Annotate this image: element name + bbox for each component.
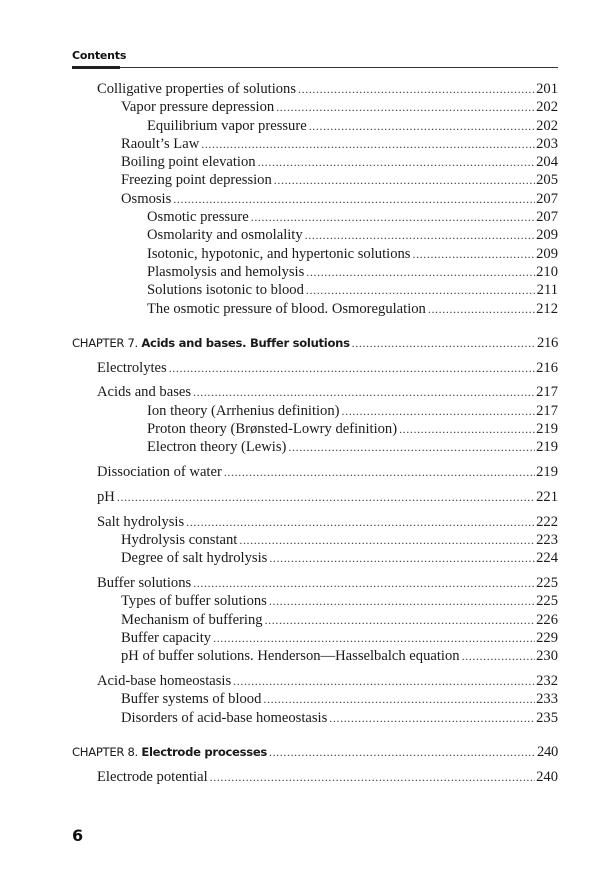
toc-entry-page: 224 [536, 550, 558, 567]
toc-entry-title: Buffer systems of blood [121, 691, 262, 708]
toc-entry[interactable] [72, 438, 558, 456]
toc-entry-title: Solutions isotonic to blood [147, 282, 304, 299]
chapter-number: CHAPTER 7. [72, 335, 138, 350]
toc-entry-page: 230 [536, 648, 558, 665]
toc-entry-title: Buffer solutions [97, 575, 192, 592]
toc-entry-page: 219 [536, 439, 558, 456]
running-head: Contents [72, 49, 127, 62]
dot-leader [251, 208, 535, 226]
dot-leader [274, 171, 535, 189]
toc-entry[interactable] [72, 574, 558, 592]
toc-entry[interactable] [72, 549, 558, 567]
dot-leader [342, 402, 536, 420]
dot-leader [169, 359, 535, 377]
toc-entry-title: Osmosis [121, 190, 172, 207]
chapter-heading [72, 334, 350, 352]
toc-entry[interactable] [72, 463, 558, 481]
toc-chapter-7[interactable] [72, 334, 558, 352]
toc-entry-title: Electrolytes [97, 359, 167, 376]
dot-leader [306, 263, 535, 281]
toc-entry-page: 219 [536, 464, 558, 481]
toc-entry[interactable] [72, 672, 558, 690]
toc-entry[interactable] [72, 300, 558, 318]
toc-entry-title: Salt hydrolysis [97, 513, 185, 530]
toc-entry-page: 219 [536, 421, 558, 438]
toc-entry[interactable] [72, 629, 558, 647]
toc-entry-title: Buffer capacity [121, 630, 212, 647]
dot-leader [428, 300, 535, 318]
toc-entry-page: 209 [536, 245, 558, 262]
toc-entry-page: 221 [536, 488, 558, 505]
toc-entry[interactable] [72, 647, 558, 665]
dot-leader [201, 135, 535, 153]
toc-entry[interactable] [72, 768, 558, 786]
toc-entry-title: Hydrolysis constant [121, 532, 238, 549]
table-of-contents [72, 80, 558, 786]
toc-entry[interactable] [72, 245, 558, 263]
toc-entry-page: 223 [536, 532, 558, 549]
dot-leader [213, 629, 535, 647]
toc-entry[interactable] [72, 263, 558, 281]
toc-entry[interactable] [72, 80, 558, 98]
toc-entry-title: Freezing point depression [121, 172, 272, 189]
toc-entry-title: Ion theory (Arrhenius definition) [147, 402, 340, 419]
toc-entry[interactable] [72, 281, 558, 299]
toc-entry-page: 226 [536, 611, 558, 628]
dot-leader [186, 513, 535, 531]
toc-entry[interactable] [72, 98, 558, 116]
toc-entry-page: 202 [536, 99, 558, 116]
header-rule-accent [72, 66, 120, 69]
toc-entry-page: 217 [536, 384, 558, 401]
toc-entry[interactable] [72, 208, 558, 226]
toc-entry-title: pH [97, 488, 115, 505]
toc-entry-page: 222 [536, 513, 558, 530]
toc-entry-page: 201 [536, 81, 558, 97]
dot-leader [173, 190, 535, 208]
toc-entry-page: 233 [536, 691, 558, 708]
dot-leader [399, 420, 535, 438]
dot-leader [276, 98, 535, 116]
toc-entry[interactable] [72, 226, 558, 244]
toc-entry[interactable] [72, 611, 558, 629]
dot-leader [269, 743, 536, 761]
dot-leader [193, 383, 535, 401]
toc-entry-title: Equilibrium vapor pressure [147, 117, 307, 134]
toc-entry-title: Types of buffer solutions [121, 593, 267, 610]
dot-leader [306, 281, 536, 299]
toc-entry-page: 203 [536, 135, 558, 152]
toc-entry[interactable] [72, 402, 558, 420]
chapter-number: CHAPTER 8. [72, 745, 138, 759]
toc-entry[interactable] [72, 488, 558, 506]
toc-entry[interactable] [72, 135, 558, 153]
toc-entry-page: 210 [536, 263, 558, 280]
toc-chapter-8[interactable] [72, 743, 558, 761]
toc-entry-page: 229 [536, 630, 558, 647]
spacer [72, 727, 558, 743]
header-rule [72, 67, 558, 68]
toc-entry-title: pH of buffer solutions. Henderson—Hasselbalch equation [121, 648, 460, 665]
toc-page [72, 0, 558, 891]
toc-entry-page: 225 [536, 575, 558, 592]
toc-entry-title: Boiling point elevation [121, 154, 256, 171]
toc-entry[interactable] [72, 592, 558, 610]
dot-leader [265, 611, 536, 629]
toc-entry-title: Degree of salt hydrolysis [121, 550, 268, 567]
dot-leader [193, 574, 535, 592]
toc-entry-page: 207 [536, 190, 558, 207]
dot-leader [298, 80, 535, 98]
dot-leader [210, 768, 535, 786]
dot-leader [462, 647, 536, 665]
toc-entry-page: 240 [537, 744, 558, 760]
toc-entry-title: Osmolarity and osmolality [147, 227, 303, 244]
toc-entry[interactable] [72, 531, 558, 549]
dot-leader [412, 245, 535, 263]
dot-leader [329, 709, 535, 727]
toc-entry-title: The osmotic pressure of blood. Osmoregulation [147, 300, 426, 317]
toc-entry-title: Mechanism of buffering [121, 611, 263, 628]
dot-leader [233, 672, 535, 690]
toc-entry[interactable] [72, 359, 558, 377]
toc-entry[interactable] [72, 190, 558, 208]
dot-leader [263, 690, 535, 708]
dot-leader [239, 531, 535, 549]
toc-entry-page: 209 [536, 227, 558, 244]
toc-entry[interactable] [72, 513, 558, 531]
toc-entry-page: 207 [536, 209, 558, 226]
chapter-title: Acids and bases. Buffer solutions [141, 335, 350, 350]
toc-entry[interactable] [72, 420, 558, 438]
dot-leader [309, 117, 535, 135]
toc-entry-title: Disorders of acid-base homeostasis [121, 709, 328, 726]
toc-entry-title: Acid-base homeostasis [97, 673, 232, 690]
dot-leader [352, 334, 536, 352]
toc-entry[interactable] [72, 117, 558, 135]
dot-leader [288, 438, 535, 456]
toc-entry[interactable] [72, 171, 558, 189]
toc-entry-title: Acids and bases [97, 384, 192, 401]
toc-entry-page: 232 [536, 673, 558, 690]
dot-leader [117, 488, 535, 506]
toc-entry-title: Vapor pressure depression [121, 99, 275, 116]
toc-entry-title: Plasmolysis and hemolysis [147, 263, 305, 280]
toc-entry[interactable] [72, 709, 558, 727]
toc-entry[interactable] [72, 383, 558, 401]
dot-leader [269, 592, 535, 610]
dot-leader [269, 549, 535, 567]
toc-entry-page: 212 [536, 300, 558, 317]
chapter-title: Electrode processes [141, 745, 267, 759]
dot-leader [258, 153, 536, 171]
toc-entry-page: 217 [536, 402, 558, 419]
toc-entry-title: Colligative properties of solutions [97, 81, 297, 97]
toc-entry-page: 216 [537, 334, 558, 351]
toc-entry-title: Osmotic pressure [147, 209, 249, 226]
toc-entry-title: Dissociation of water [97, 464, 222, 481]
toc-entry-title: Isotonic, hypotonic, and hypertonic solutions [147, 245, 411, 262]
toc-entry-title: Raoult’s Law [121, 135, 200, 152]
toc-entry-page: 240 [536, 768, 558, 785]
dot-leader [305, 226, 535, 244]
toc-entry-page: 202 [536, 117, 558, 134]
toc-entry[interactable] [72, 690, 558, 708]
toc-entry-page: 225 [536, 593, 558, 610]
chapter-heading [72, 743, 267, 761]
toc-entry-page: 205 [536, 172, 558, 189]
toc-entry-title: Electron theory (Lewis) [147, 439, 287, 456]
spacer [72, 318, 558, 334]
toc-entry-page: 216 [536, 359, 558, 376]
toc-entry-title: Electrode potential [97, 768, 208, 785]
toc-entry[interactable] [72, 153, 558, 171]
toc-entry-page: 204 [536, 154, 558, 171]
page-number: 6 [72, 826, 84, 845]
dot-leader [224, 463, 535, 481]
toc-entry-page: 235 [536, 709, 558, 726]
toc-entry-page: 211 [536, 282, 558, 299]
toc-entry-title: Proton theory (Brønsted-Lowry definition) [147, 421, 398, 438]
